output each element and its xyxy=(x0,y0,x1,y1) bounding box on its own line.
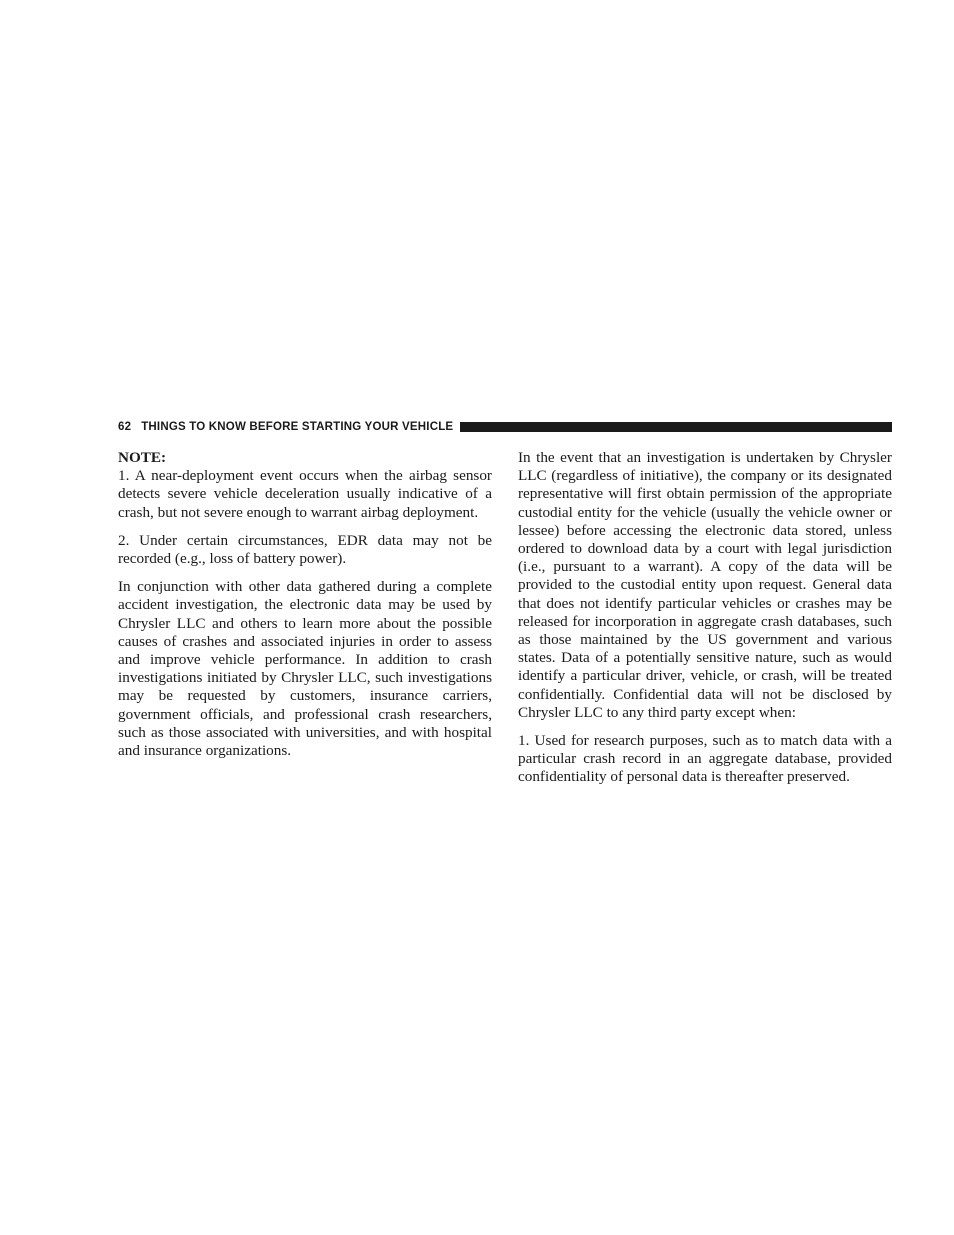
body-paragraph: In conjunction with other data gathered during a complete accident investigation, the electronic data may be used by Chrysler LLC and others to learn more about the possible causes of crashes and associated injuries in order to assess and improve vehicle performance. In addition to crash investigations initiated by Chrysler LLC, such investigations may be requested by customers, insurance carriers, government officials, and professional crash researchers, such as those associated with universities, and with hospital and insurance organizations. xyxy=(118,578,492,760)
section-title: THINGS TO KNOW BEFORE STARTING YOUR VEHICLE xyxy=(141,421,454,433)
list-item: 1. Used for research purposes, such as to match data with a particular crash record in an aggregate database, provided confidentiality of personal data is thereafter preserved. xyxy=(518,732,892,786)
note-item-1: 1. A near-deployment event occurs when the airbag sensor detects severe vehicle deceleration usually indicative of a crash, but not severe enough to warrant airbag deployment. xyxy=(118,467,492,521)
left-column xyxy=(118,449,492,770)
page-number: 62 xyxy=(118,421,132,433)
right-column xyxy=(518,449,892,797)
body-paragraph: In the event that an investigation is undertaken by Chrysler LLC (regardless of initiative), the company or its designated representative will first obtain permission of the appropriate custodial entity for the vehicle (usually the vehicle owner or lessee) before accessing the electronic data stored, unless ordered to download data by a court with legal jurisdiction (i.e., pursuant to a warrant). A copy of the data will be provided to the custodial entity upon request. General data that does not identify particular vehicles or crashes may be released for incorporation in aggregate crash databases, such as those maintained by the US government and various states. Data of a potentially sensitive nature, such as would identify a particular driver, vehicle, or crash, will be treated confidentially. Confidential data will not be disclosed by Chrysler LLC to any third party except when: xyxy=(518,449,892,721)
note-label: NOTE: xyxy=(118,449,167,466)
note-block xyxy=(118,449,492,522)
note-item-2: 2. Under certain circumstances, EDR data may not be recorded (e.g., loss of battery power). xyxy=(118,531,492,568)
page-header xyxy=(118,419,892,435)
header-rule-bar xyxy=(460,422,892,432)
